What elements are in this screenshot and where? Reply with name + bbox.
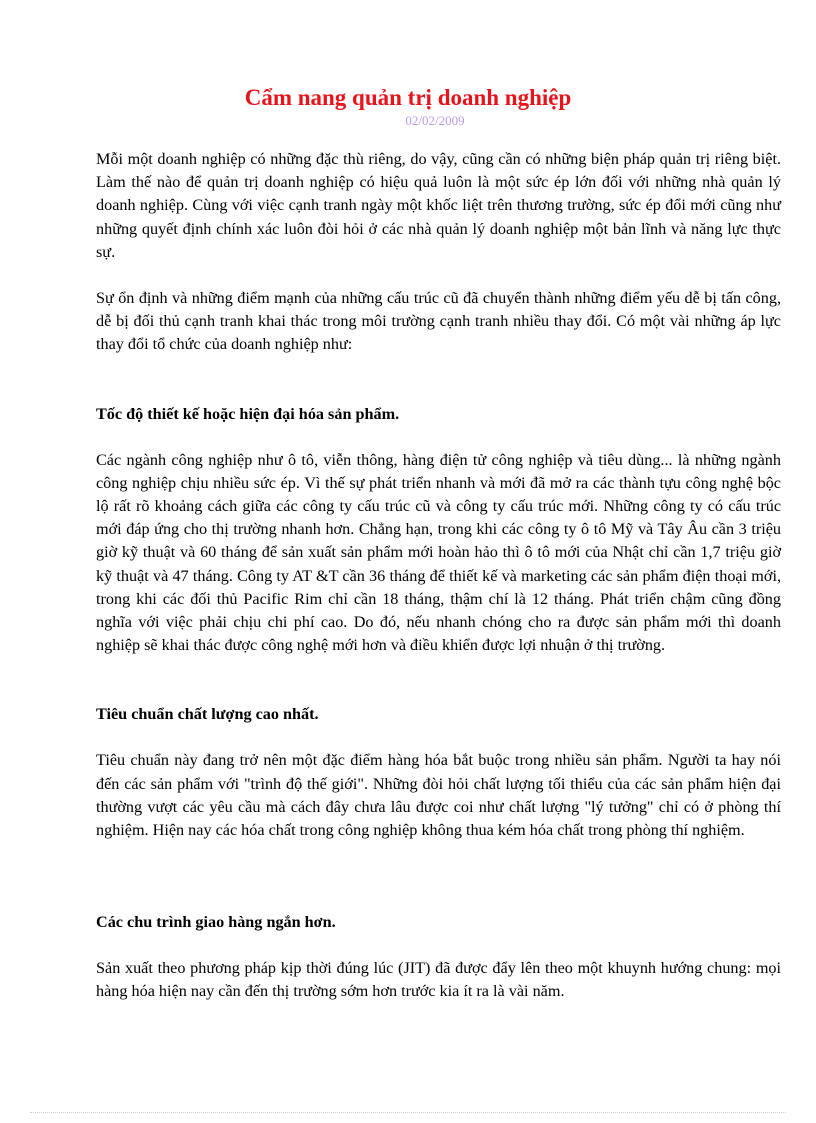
section-heading-1: Tốc độ thiết kế hoặc hiện đại hóa sản phẩm. — [96, 404, 400, 423]
page-bottom-divider — [30, 1112, 786, 1113]
paragraph-spacer — [96, 426, 781, 449]
section-spacer — [96, 842, 781, 911]
document-title: Cẩm nang quản trị doanh nghiệp — [244, 85, 572, 110]
section-body-3: Sản xuất theo phương pháp kịp thời đúng lúc (JIT) đã được đẩy lên theo một khuynh hướng chung: mọi hàng hóa hiện nay cần đến thị trường sớm hơn trước kia ít ra là vài năm. — [96, 959, 781, 1001]
article-body — [96, 148, 781, 1004]
publish-date: 02/02/2009 — [405, 113, 465, 128]
paragraph-spacer — [96, 726, 781, 749]
section-heading-3: Các chu trình giao hàng ngắn hơn. — [96, 913, 336, 932]
intro-paragraph-2: Sự ổn định và những điểm mạnh của những cấu trúc cũ đã chuyển thành những điểm yếu dễ bị tấn công, dễ bị đối thủ cạnh tranh khai thác trong môi trường cạnh tranh nhiều thay đổi. Có một vài những áp lực thay đổi tổ chức của doanh nghiệp như: — [96, 289, 781, 354]
paragraph-spacer — [96, 264, 781, 287]
section-spacer — [96, 357, 781, 403]
intro-paragraph-1: Mỗi một doanh nghiệp có những đặc thù riêng, do vậy, cũng cần có những biện pháp quản trị riêng biệt. Làm thế nào để quản trị doanh nghiệp có hiệu quả luôn là một sức ép lớn đối với những nhà quản lý doanh nghiệp. Cùng với việc cạnh tranh ngày một khốc liệt trên thương trường, sức ép đổi mới cũng như những quyết định chính xác luôn đòi hỏi ở các nhà quản lý doanh nghiệp một bản lĩnh và năng lực thực sự. — [96, 150, 781, 261]
section-body-2: Tiêu chuẩn này đang trở nên một đặc điểm hàng hóa bắt buộc trong nhiều sản phẩm. Người ta hay nói đến các sản phẩm với "trình độ thế giới". Những đòi hỏi chất lượng tối thiểu của các sản phẩm hiện đại thường vượt các yêu cầu mà cách đây chưa lâu được coi như chất lượng "lý tưởng" chỉ có ở phòng thí nghiệm. Hiện nay các hóa chất trong công nghiệp không thua kém hóa chất trong phòng thí nghiệm. — [96, 751, 781, 840]
section-heading-2: Tiêu chuẩn chất lượng cao nhất. — [96, 705, 319, 724]
section-body-1: Các ngành công nghiệp như ô tô, viễn thông, hàng điện tử công nghiệp và tiêu dùng... là những ngành công nghiệp chịu nhiều sức ép. Vì thế sự phát triển nhanh và mới đã mở ra các thành tựu công nghệ bộc lộ rất rõ khoảng cách giữa các công ty cấu trúc cũ và công ty cấu trúc mới. Những công ty có cấu trúc mới đáp ứng cho thị trường nhanh hơn. Chẳng hạn, trong khi các công ty ô tô Mỹ và Tây Âu cần 3 triệu giờ kỹ thuật và 60 tháng để sản xuất sản phẩm mới hoàn hảo thì ô tô mới của Nhật chỉ cần 1,7 triệu giờ kỹ thuật và 47 tháng. Công ty AT &T cần 36 tháng để thiết kế và marketing các sản phẩm điện thoại mới, trong khi các đối thủ Pacific Rim chỉ cần 18 tháng, thậm chí là 12 tháng. Phát triển chậm cũng đồng nghĩa với việc phải chịu chi phí cao. Do đó, nếu nhanh chóng cho ra được sản phẩm mới thì doanh nghiệp sẽ khai thác được công nghệ mới hơn và điều khiển được lợi nhuận ở thị trường. — [96, 450, 781, 655]
paragraph-spacer — [96, 934, 781, 957]
section-spacer — [96, 657, 781, 703]
